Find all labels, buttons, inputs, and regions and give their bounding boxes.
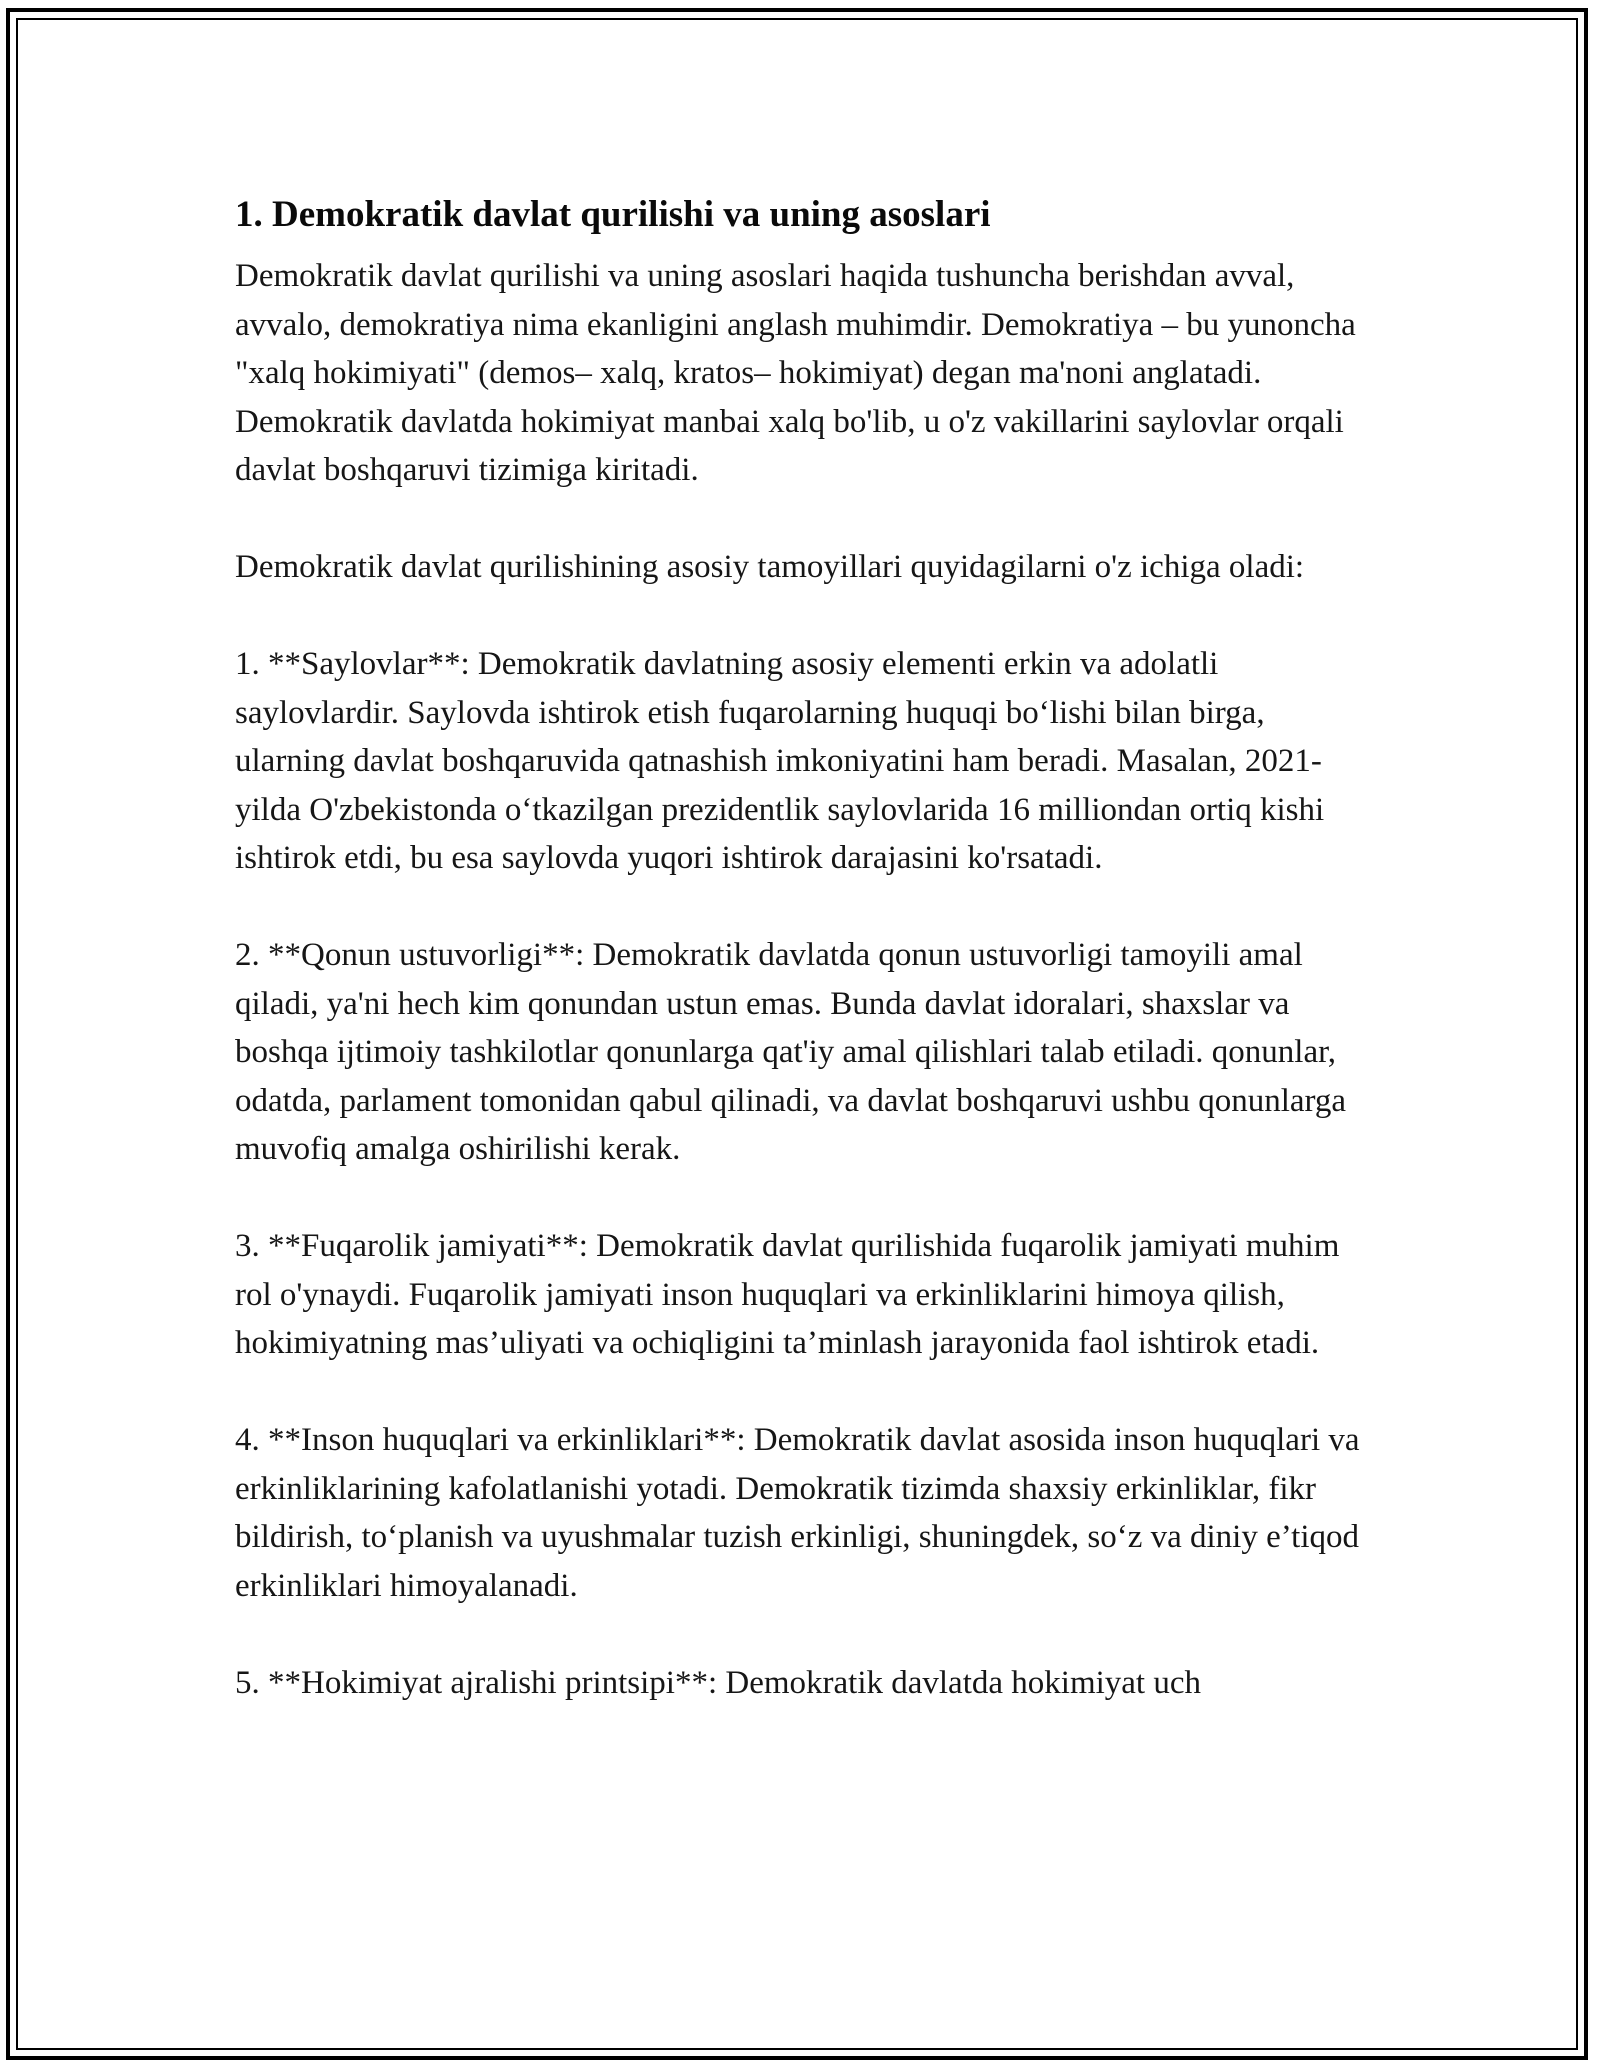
list-item-civil-society: 3. **Fuqarolik jamiyati**: Demokratik davlat qurilishida fuqarolik jamiyati muhim rol o'ynaydi. Fuqarolik jamiyati inson huquqlari va erkinliklarini himoya qilish, hokimiyatning mas’uliyati va ochiqligini ta’minlash jarayonida faol ishtirok etadi. — [235, 1228, 1340, 1361]
list-item-rule-of-law: 2. **Qonun ustuvorligi**: Demokratik davlatda qonun ustuvorligi tamoyili amal qiladi, ya'ni hech kim qonundan ustun emas. Bunda davlat idoralari, shaxslar va boshqa ijtimoiy tashkilotlar qonunlarga qat'iy amal qilishlari talab etiladi. qonunlar, odatda, parlament tomonidan qabul qilinadi, va davlat boshqaruvi ushbu qonunlarga muvofiq amalga oshirilishi kerak. — [235, 937, 1347, 1167]
list-item-human-rights: 4. **Inson huquqlari va erkinliklari**: Demokratik davlat asosida inson huquqlari va erkinliklarining kafolatlanishi yotadi. Demokratik tizimda shaxsiy erkinliklar, fikr bildirish, toʻplanish va uyushmalar tuzish erkinligi, shuningdek, soʻz va diniy e’tiqod erkinliklari himoyalanadi. — [235, 1422, 1360, 1604]
document-body — [235, 186, 1375, 1707]
list-item-separation-of-powers: 5. **Hokimiyat ajralishi printsipi**: Demokratik davlatda hokimiyat uch — [235, 1664, 1201, 1701]
list-item-elections: 1. **Saylovlar**: Demokratik davlatning asosiy elementi erkin va adolatli saylovlardir. Saylovda ishtirok etish fuqarolarning huquqi boʻlishi bilan birga, ularning davlat boshqaruvida qatnashish imkoniyatini ham beradi. Masalan, 2021-yilda O'zbekistonda oʻtkazilgan prezidentlik saylovlarida 16 milliondan ortiq kishi ishtirok etdi, bu esa saylovda yuqori ishtirok darajasini ko'rsatadi. — [235, 646, 1325, 876]
paragraph-intro: Demokratik davlat qurilishi va uning asoslari haqida tushuncha berishdan avval, avvalo, demokratiya nima ekanligini anglash muhimdir. Demokratiya – bu yunoncha "xalq hokimiyati" (demos– xalq, kratos– hokimiyat) degan ma'noni anglatadi. Demokratik davlatda hokimiyat manbai xalq bo'lib, u o'z vakillarini saylovlar orqali davlat boshqaruvi tizimiga kiritadi. — [235, 258, 1356, 488]
section-heading: 1. Demokratik davlat qurilishi va uning asoslari — [235, 194, 991, 235]
paragraph-principles-lead: Demokratik davlat qurilishining asosiy tamoyillari quyidagilarni o'z ichiga oladi: — [235, 549, 1305, 585]
